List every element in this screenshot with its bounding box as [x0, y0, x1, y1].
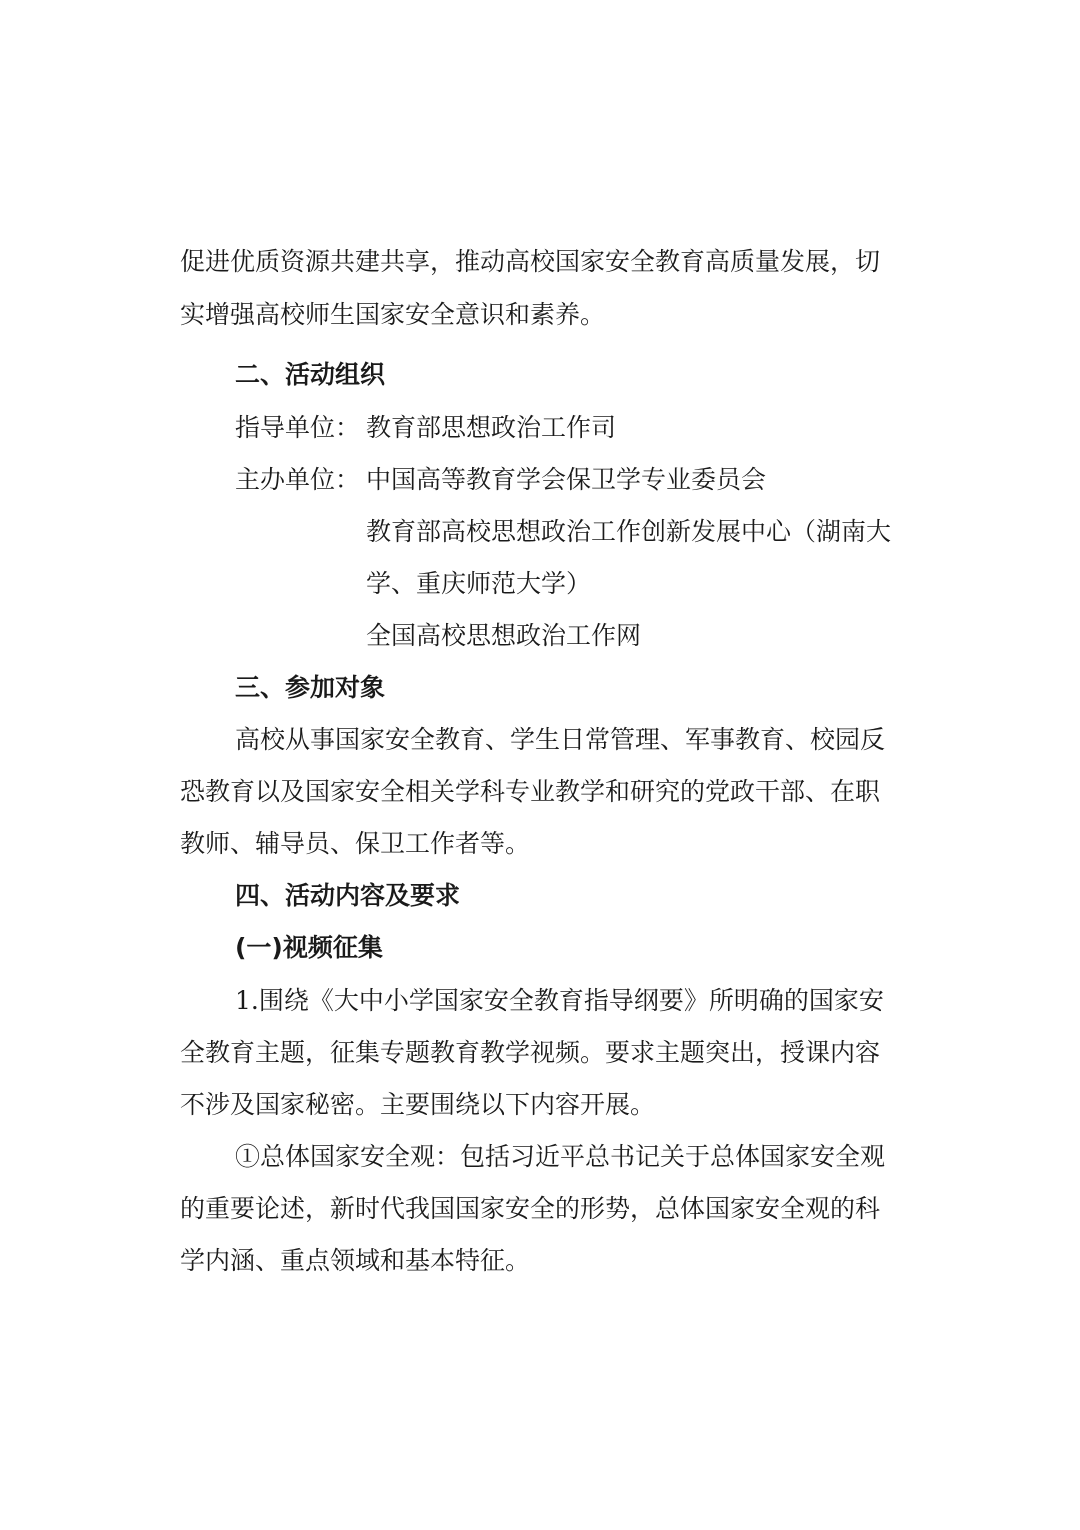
host-unit-label: 主办单位： — [235, 465, 361, 494]
paragraph-line: 的重要论述，新时代我国国家安全的形势，总体国家安全观的科 — [180, 1194, 881, 1223]
paragraph-line: 教师、辅导员、保卫工作者等。 — [180, 829, 531, 858]
host-unit-value: 全国高校思想政治工作网 — [366, 621, 642, 650]
paragraph-line: 1.围绕《大中小学国家安全教育指导纲要》所明确的国家安 — [235, 986, 884, 1015]
guide-unit-value: 教育部思想政治工作司 — [366, 413, 617, 442]
paragraph-line: 全教育主题，征集专题教育教学视频。要求主题突出，授课内容 — [180, 1038, 881, 1067]
section-heading: 三、参加对象 — [235, 673, 386, 702]
host-unit-value: 教育部高校思想政治工作创新发展中心（湖南大 — [366, 517, 892, 546]
paragraph-line: 恐教育以及国家安全相关学科专业教学和研究的党政干部、在职 — [180, 777, 881, 806]
host-unit-value: 学、重庆师范大学） — [366, 569, 592, 598]
paragraph-line: ①总体国家安全观：包括习近平总书记关于总体国家安全观 — [235, 1142, 886, 1171]
paragraph-line: 促进优质资源共建共享，推动高校国家安全教育高质量发展，切 — [180, 247, 881, 276]
host-unit-value: 中国高等教育学会保卫学专业委员会 — [366, 465, 767, 494]
subsection-heading: (一)视频征集 — [235, 933, 383, 962]
section-heading: 四、活动内容及要求 — [235, 881, 461, 910]
guide-unit-label: 指导单位： — [235, 413, 361, 442]
section-heading: 二、活动组织 — [235, 360, 386, 389]
paragraph-line: 高校从事国家安全教育、学生日常管理、军事教育、校园反 — [235, 725, 886, 754]
paragraph-line: 学内涵、重点领域和基本特征。 — [180, 1246, 531, 1275]
paragraph-line: 实增强高校师生国家安全意识和素养。 — [180, 300, 606, 329]
paragraph-line: 不涉及国家秘密。主要围绕以下内容开展。 — [180, 1090, 656, 1119]
